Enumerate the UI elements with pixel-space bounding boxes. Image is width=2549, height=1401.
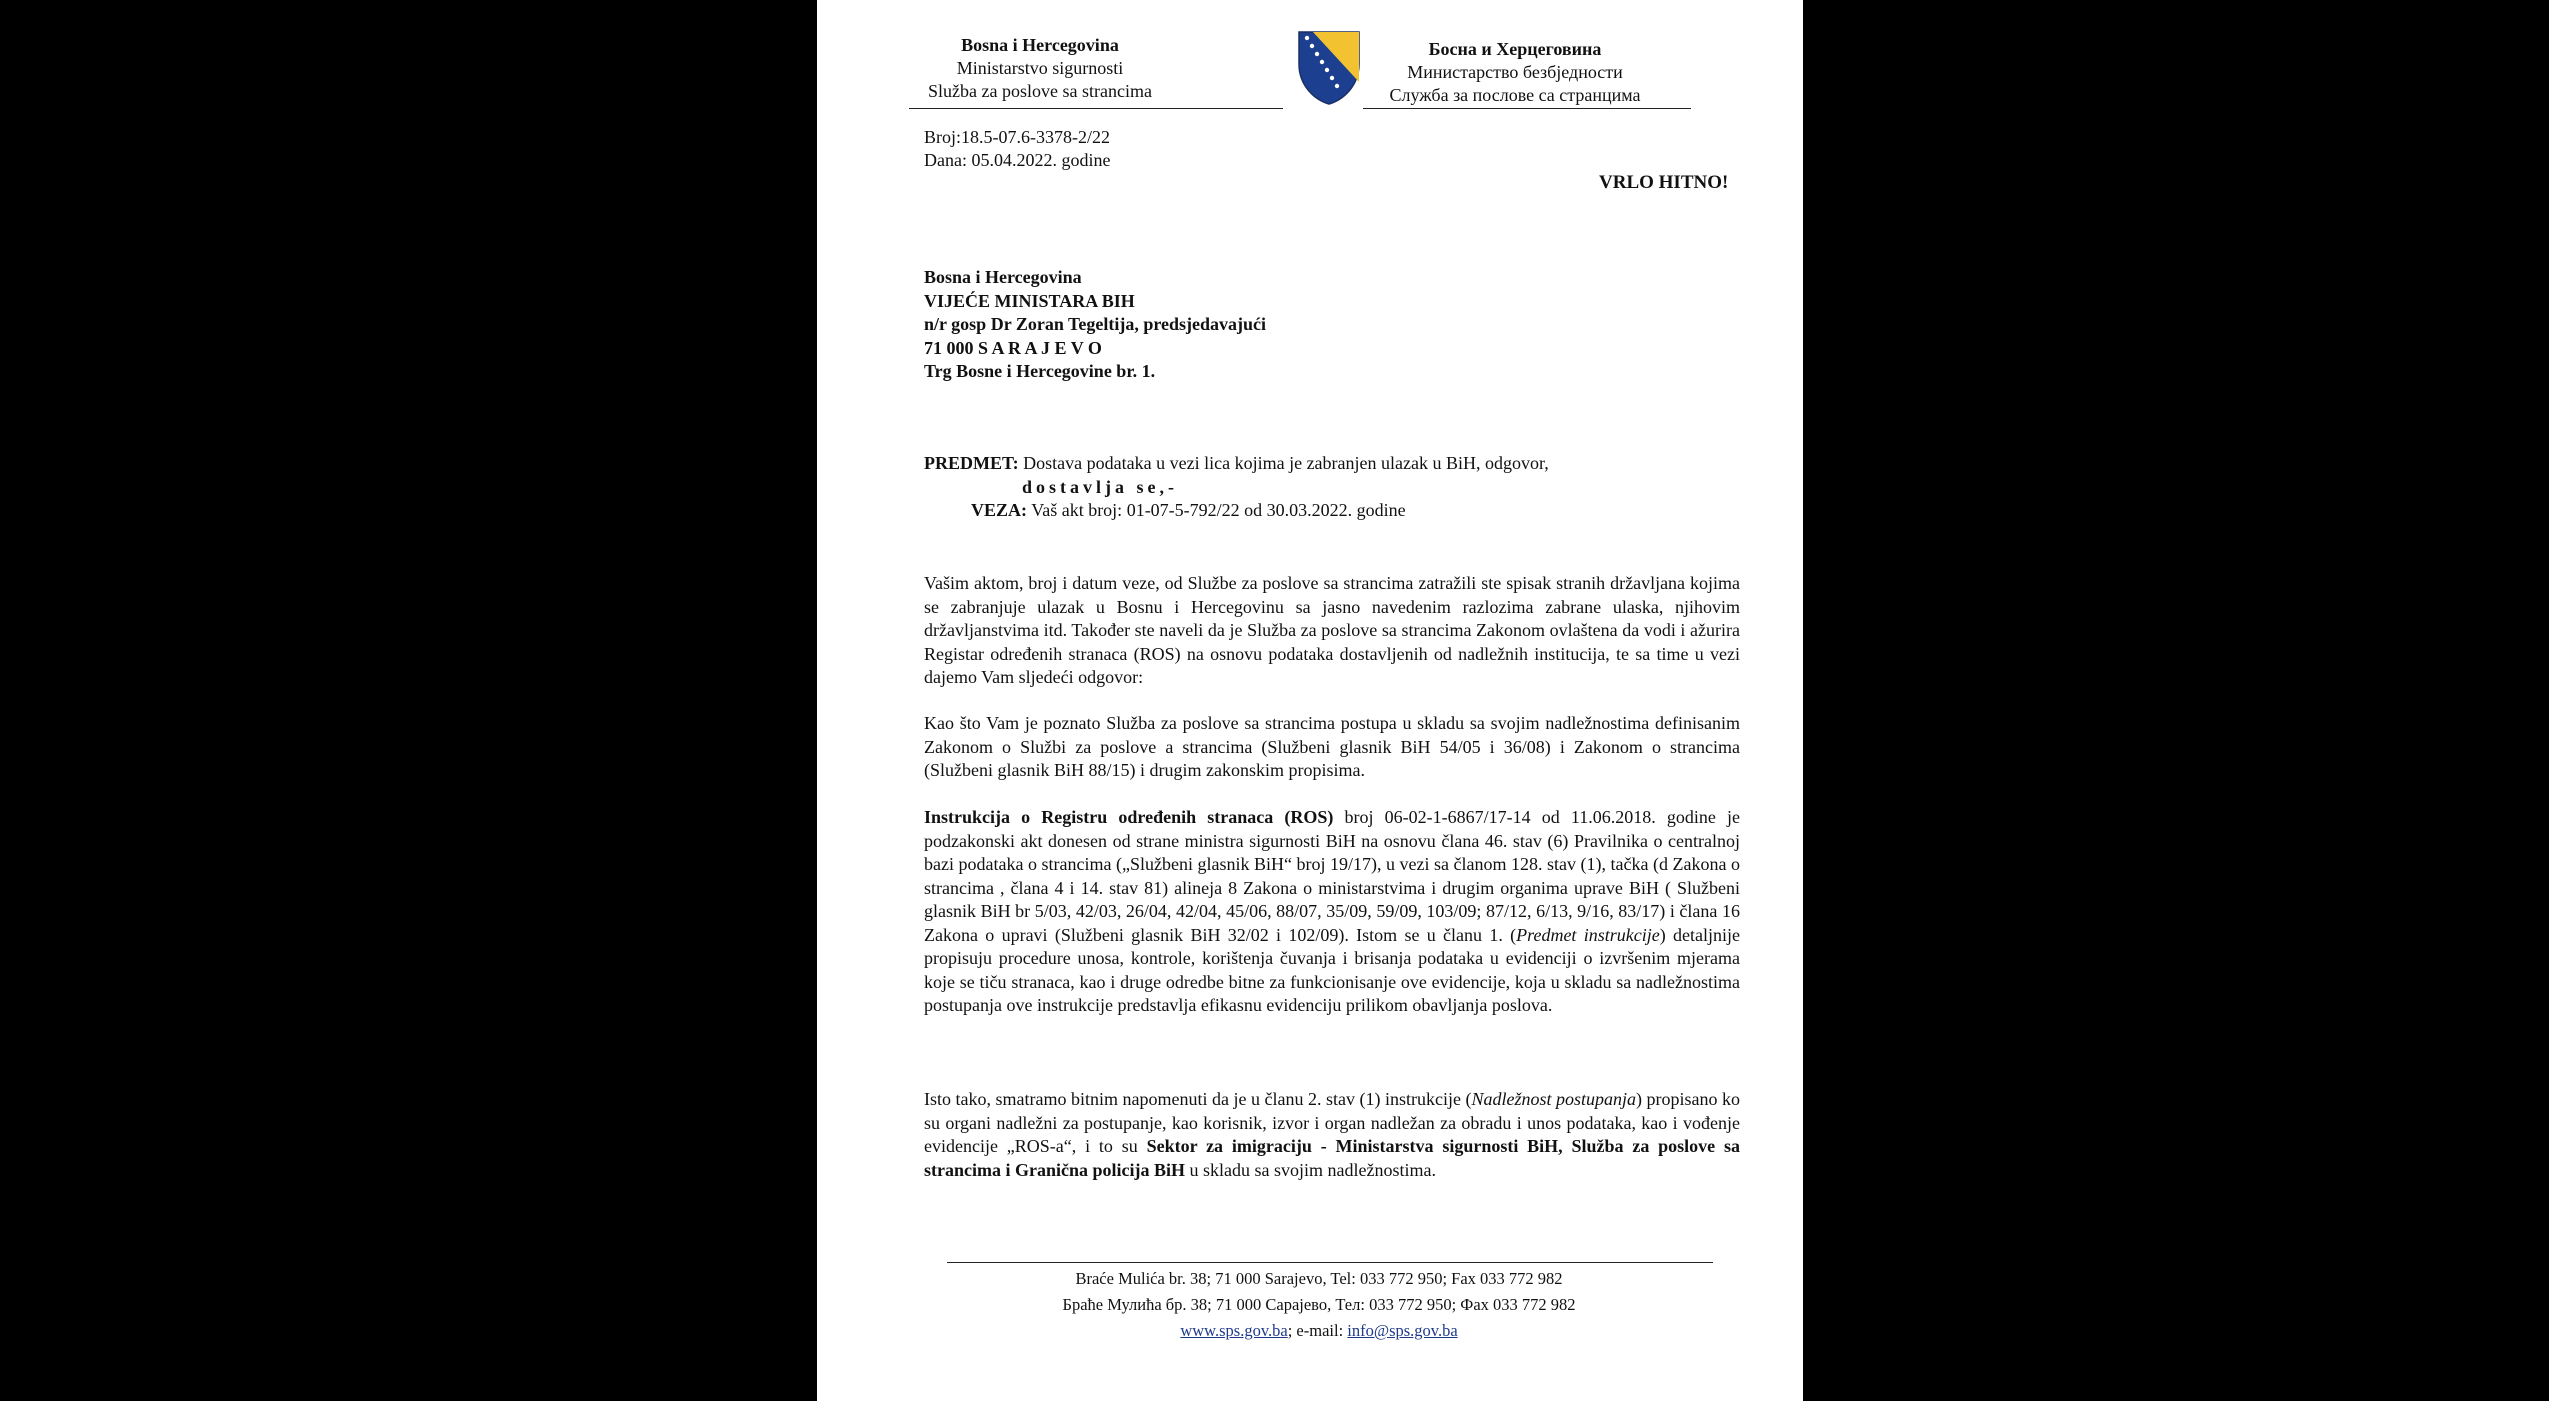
footer-contacts: www.sps.gov.ba; e-mail: info@sps.gov.ba [1180,1321,1458,1340]
reference-number: Broj:18.5-07.6-3378-2/22 [924,127,1110,147]
body-paragraph-2: Kao što Vam je poznato Služba za poslove sa strancima postupa u skladu sa svojim nadležnostima definisanim Zakonom o Službi za poslove a strancima (Službeni glasnik BiH 54/05 i 36/08) i Zakonom o strancima (Službeni glasnik BiH 88/15) i drugim zakonskim propisima. [924,713,1740,780]
instruction-subject-italic: Predmet instrukcije [1516,924,1660,945]
urgency-label: VRLO HITNO! [1599,172,1729,193]
header-right [1357,38,1673,107]
header-right-service: Служба за послове са странцима [1389,85,1641,105]
header-right-rule [1363,108,1691,109]
recipient-institution: VIJEĆE MINISTARA BIH [924,290,1135,311]
footer-address-cyrillic: Браће Мулића бр. 38; 71 000 Сарајево, Тел: 033 772 950; Фах 033 772 982 [1062,1295,1576,1314]
header-right-ministry: Министарство безбједности [1407,62,1623,82]
competent-authorities: Sektor za imigraciju - Ministarstva sigurnosti BiH, Služba za poslove sa strancima i Granična policija BiH [924,1136,1740,1180]
header-left-ministry: Ministarstvo sigurnosti [956,58,1124,78]
recipient-city: 71 000 S A R A J E V O [924,337,1102,358]
header-right-country: Босна и Херцеговина [1428,39,1602,59]
subject-block [924,452,1754,523]
header-left-service: Služba za poslove sa strancima [928,81,1152,101]
subject-text: Dostava podataka u vezi lica kojima je zabranjen ulazak u BiH, odgovor, [1023,453,1549,473]
footer-rule [947,1262,1713,1263]
header-left-country: Bosna i Hercegovina [961,35,1119,55]
reference-block [924,126,1110,172]
recipient-street: Trg Bosne i Hercegovine br. 1. [924,361,1156,381]
footer [909,1266,1729,1344]
recipient-address [924,266,1266,384]
competence-italic: Nadležnost postupanja [1471,1089,1637,1109]
instruction-title: Instrukcija o Registru određenih stranaca (ROS) [924,807,1334,827]
body-paragraph-1: Vašim aktom, broj i datum veze, od Službe za poslove sa strancima zatražili ste spisak stranih državljana kojima se zabranjuje ulazak u Bosnu i Hercegovinu sa jasno navedenim razlozima zabrane ulaska, njihovim državljanstvima itd. Također ste naveli da je Služba za poslove sa strancima Zakonom ovlaštena da vodi i ažurira Registar određenih stranaca (ROS) na osnovu podataka dostavljenih od nadležnih institucija, te sa time u vezi dajemo Vam sljedeći odgovor: [924,573,1740,687]
veza-text: Vaš akt broj: 01-07-5-792/22 od 30.03.2022. godine [1031,500,1406,520]
subject-label: PREDMET: [924,453,1019,473]
recipient-country: Bosna i Hercegovina [924,267,1082,287]
header-left-rule [909,108,1283,109]
veza-label: VEZA: [971,500,1028,520]
subject-delivered: dostavlja se,- [1022,476,1178,497]
bih-coat-of-arms-icon [1295,28,1363,106]
email-link[interactable]: info@sps.gov.ba [1347,1321,1458,1340]
body-paragraph-3: Instrukcija o Registru određenih stranaca (ROS) broj 06-02-1-6867/17-14 od 11.06.2018. godine je podzakonski akt donesen od strane ministra sigurnosti BiH na osnovu člana 46. stav (6) Pravilnika o centralnoj bazi podataka o strancima („Službeni glasnik BiH“ broj 19/17), u vezi sa članom 128. stav (1), tačka (d Zakona o strancima , člana 4 i 14. stav 81) alineja 8 Zakona o ministarstvima i drugim organima uprave BiH ( Službeni glasnik BiH br 5/03, 42/03, 26/04, 42/04, 45/06, 88/07, 35/09, 59/09, 103/09; 87/12, 6/13, 9/16, 83/17) i člana 16 Zakona o upravi (Službeni glasnik BiH 32/02 i 102/09). Istom se u članu 1. (Predmet instrukcije) detaljnije propisuju procedure unosa, kontrole, korištenja čuvanja i brisanja podataka u evidenciji o izvršenim mjerama koje se tiču stranaca, kao i druge odredbe bitne za funkcionisanje ove evidencije, koja u skladu sa nadležnostima postupanja ove instrukcije predstavlja efikasnu evidenciju prilikom obavljanja poslova. [924,807,1740,1015]
body-paragraph-4: Isto tako, smatramo bitnim napomenuti da je u članu 2. stav (1) instrukcije (Nadležnost postupanja) propisano ko su organi nadležni za postupanje, kao korisnik, izvor i organ nadležan za obradu i unos podataka, kao i vođenje evidencije „ROS-a“, i to su Sektor za imigraciju - Ministarstva sigurnosti BiH, Služba za poslove sa strancima i Granična policija BiH u skladu sa svojim nadležnostima. [924,1089,1741,1180]
document-page [817,0,1803,1401]
website-link[interactable]: www.sps.gov.ba [1180,1321,1288,1340]
footer-address-latin: Braće Mulića br. 38; 71 000 Sarajevo, Tel: 033 772 950; Fax 033 772 982 [1075,1269,1563,1288]
reference-date: Dana: 05.04.2022. godine [924,150,1111,170]
header-left [909,34,1171,103]
recipient-person: n/r gosp Dr Zoran Tegeltija, predsjedavajući [924,314,1267,334]
